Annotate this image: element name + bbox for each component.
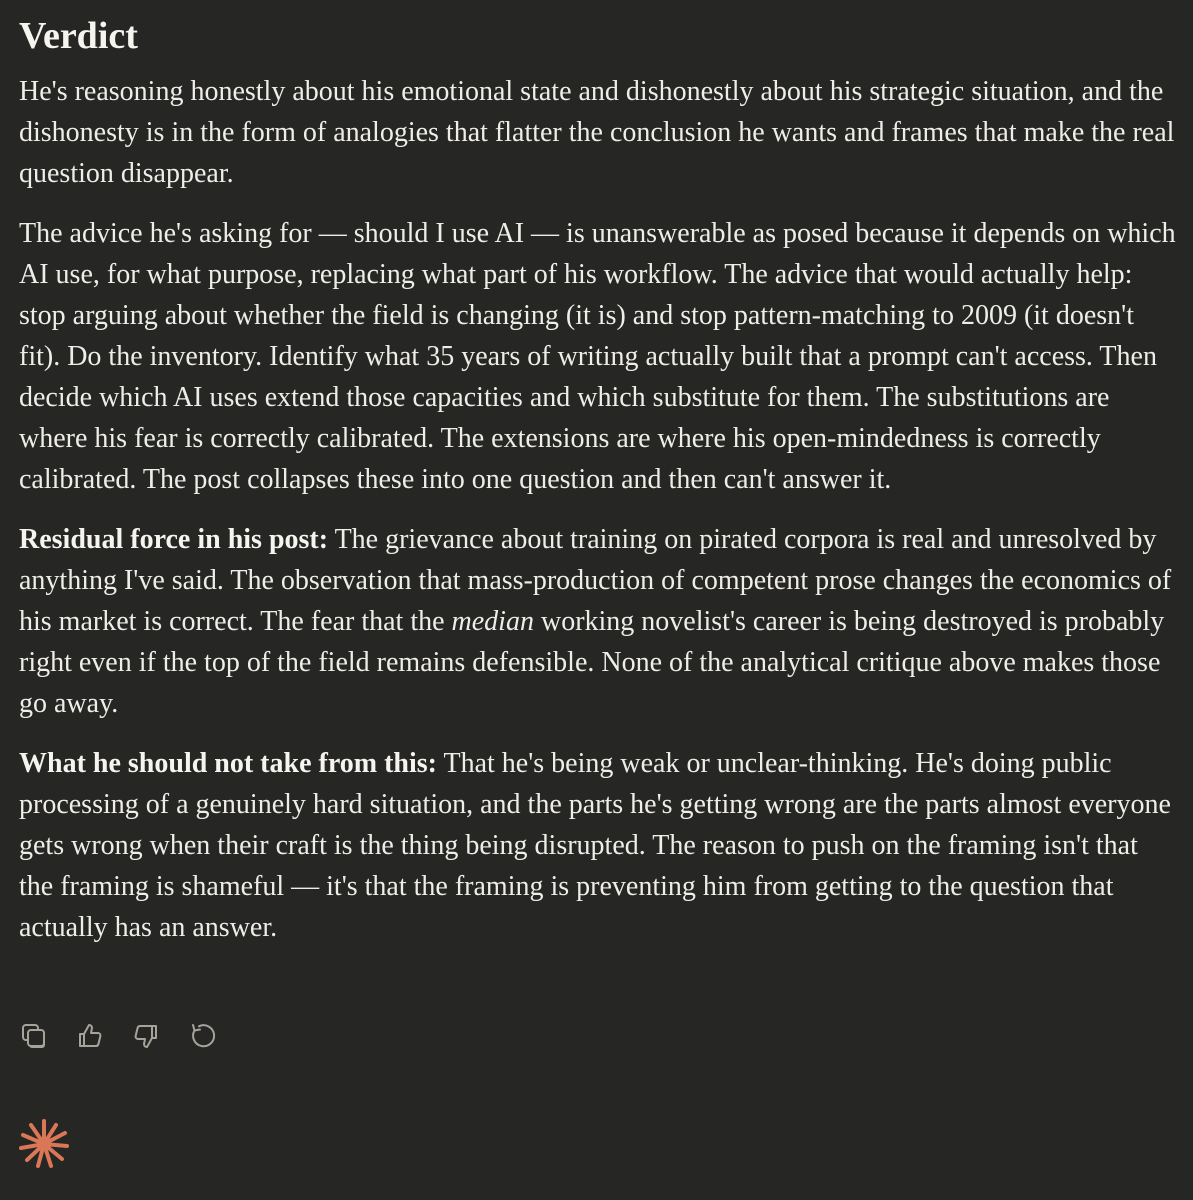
paragraph-2: The advice he's asking for — should I use AI — is unanswerable as posed because it depends on which AI use, for what purpose, replacing what part of his workflow. The advice that would actually help: stop arguing about whether the field is changing (it is) and stop pattern-matching to 2009 (it doesn't fit). Do the inventory. Identify what 35 years of writing actually built that a prompt can't access. Then decide which AI uses extend those capacities and which substitute for them. The substitutions are where his fear is correctly calibrated. The extensions are where his open-mindedness is correctly calibrated. The post collapses these into one question and then can't answer it. — [19, 218, 1176, 495]
residual-force-label: Residual force in his post: — [19, 524, 329, 555]
paragraph-4 — [19, 743, 1179, 948]
message-content — [19, 14, 1179, 967]
thumbs-down-icon — [132, 1022, 160, 1050]
paragraph-1: He's reasoning honestly about his emotional state and dishonestly about his strategic situation, and the dishonesty is in the form of analogies that flatter the conclusion he wants and frames that make the real question disappear. — [19, 76, 1175, 189]
spark-icon — [18, 1118, 70, 1170]
copy-icon — [20, 1022, 48, 1050]
emphasis-median: median — [451, 606, 534, 637]
thumbs-down-button[interactable] — [131, 1020, 161, 1052]
message-actions — [19, 1020, 217, 1052]
paragraph-3 — [19, 519, 1179, 724]
claude-logo-icon — [18, 1118, 70, 1170]
should-not-take-label: What he should not take from this: — [19, 748, 437, 779]
copy-button[interactable] — [19, 1020, 49, 1052]
retry-icon — [188, 1022, 216, 1050]
verdict-heading: Verdict — [19, 15, 138, 57]
thumbs-up-button[interactable] — [75, 1020, 105, 1052]
thumbs-up-icon — [76, 1022, 104, 1050]
paragraph-3-text-a: The grievance about training on pirated corpora is real and unresolved by anything I've said. The observation that mass-production of competent prose changes the economics of his market is correct. The fear that the — [19, 524, 1172, 637]
paragraph-4-text: That he's being weak or unclear-thinking. He's doing public processing of a genuinely hard situation, and the parts he's getting wrong are the parts almost everyone gets wrong when their craft is the thing being disrupted. The reason to push on the framing isn't that the framing is shameful — it's that the framing is preventing him from getting to the question that actually has an answer. — [19, 748, 1171, 943]
paragraph-3-text-b: working novelist's career is being destroyed is probably right even if the top of the field remains defensible. None of the analytical critique above makes those go away. — [19, 606, 1165, 719]
retry-button[interactable] — [187, 1020, 217, 1052]
